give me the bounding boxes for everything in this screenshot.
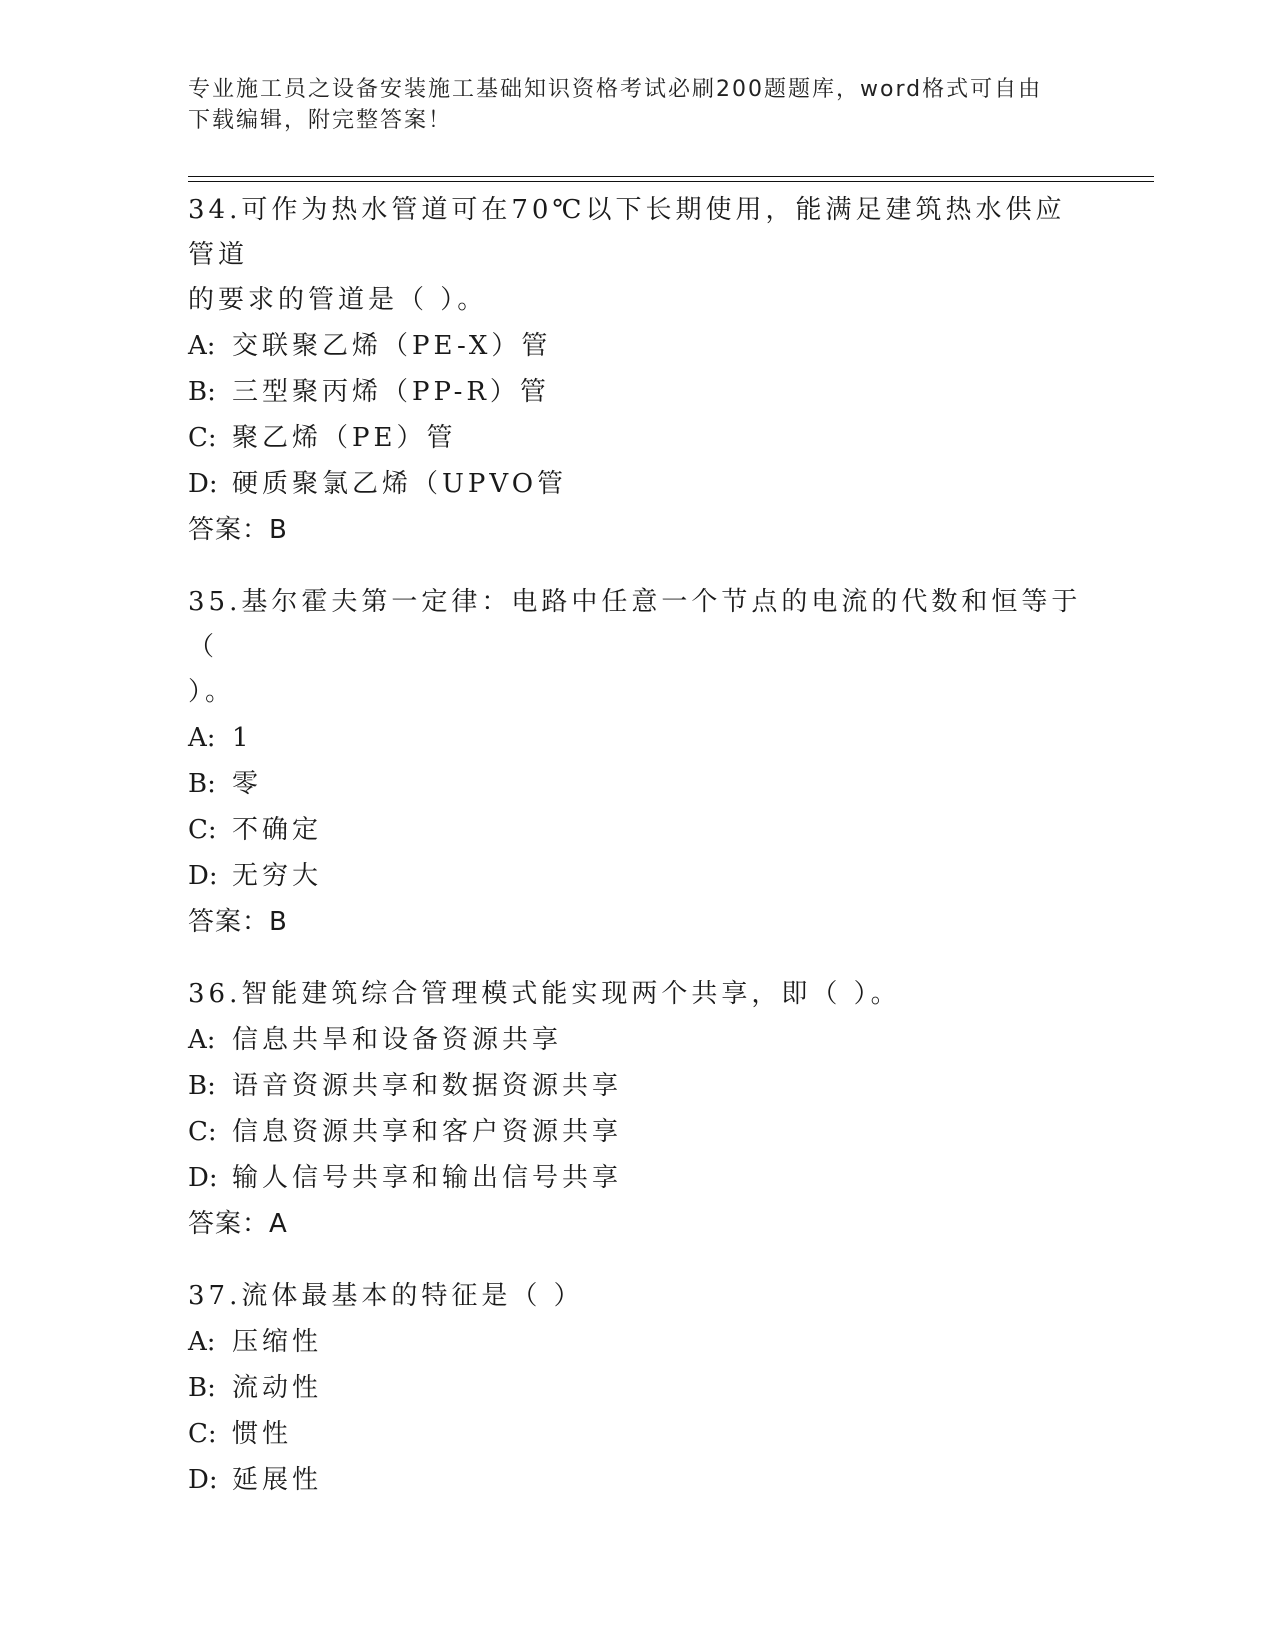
option-text: 交联聚乙烯（PE-X）管 [232,331,552,361]
question-text-line: 的要求的管道是（ ）。 [188,285,488,315]
option-a [188,715,1088,761]
question-36 [188,972,1088,1247]
question-list [188,188,1088,1530]
answer: 答案：A [188,1209,288,1239]
option-d [188,1457,1088,1503]
option-text: 信息资源共享和客户资源共享 [232,1117,623,1147]
document-header [188,74,1068,136]
option-text: 压缩性 [232,1327,323,1357]
option-d [188,1155,1088,1201]
option-a [188,1017,1088,1063]
option-text: 输人信号共享和输出信号共享 [232,1163,623,1193]
option-letter: D: [188,1465,218,1495]
option-letter: C: [188,1419,217,1449]
question-text-line: 37.流体最基本的特征是（ ） [188,1281,584,1311]
option-text: 1 [232,723,253,753]
option-b [188,761,1088,807]
option-a [188,323,1088,369]
option-letter: B: [188,377,216,407]
option-letter: A: [188,331,216,361]
option-text: 三型聚丙烯（PP-R）管 [232,377,550,407]
question-text [188,580,1088,715]
question-text-line: ）。 [188,677,236,707]
option-letter: B: [188,769,216,799]
option-c [188,807,1088,853]
option-letter: D: [188,469,218,499]
option-d [188,853,1088,899]
option-letter: A: [188,1327,216,1357]
question-text [188,1274,1088,1319]
option-letter: A: [188,1025,216,1055]
option-letter: A: [188,723,216,753]
option-text: 语音资源共享和数据资源共享 [232,1071,623,1101]
option-c [188,415,1088,461]
option-letter: C: [188,1117,217,1147]
option-text: 延展性 [232,1465,323,1495]
question-35 [188,580,1088,945]
answer: 答案：B [188,907,288,937]
question-37 [188,1274,1088,1503]
header-line-1: 专业施工员之设备安装施工基础知识资格考试必刷200题题库，word格式可自由 [188,77,1043,102]
option-b [188,1365,1088,1411]
question-text-line: 36.智能建筑综合管理模式能实现两个共享，即（ ）。 [188,979,901,1009]
option-text: 硬质聚氯乙烯（UPVO管 [232,469,568,499]
option-d [188,461,1088,507]
option-text: 零 [232,769,263,799]
option-b [188,369,1088,415]
header-divider-top [188,176,1154,177]
question-text-line: 35.基尔霍夫第一定律：电路中任意一个节点的电流的代数和恒等于（ [188,587,1082,662]
question-text [188,188,1088,323]
option-b [188,1063,1088,1109]
question-text-line: 34.可作为热水管道可在70℃以下长期使用，能满足建筑热水供应管道 [188,195,1066,270]
option-letter: B: [188,1373,216,1403]
option-c [188,1411,1088,1457]
option-letter: C: [188,423,217,453]
question-34 [188,188,1088,553]
header-divider-bottom [188,181,1154,182]
option-text: 聚乙烯（PE）管 [232,423,457,453]
option-letter: D: [188,861,218,891]
option-letter: C: [188,815,217,845]
option-a [188,1319,1088,1365]
header-line-2: 下载编辑，附完整答案！ [188,108,453,133]
option-letter: D: [188,1163,218,1193]
question-text [188,972,1088,1017]
answer: 答案：B [188,515,288,545]
option-letter: B: [188,1071,216,1101]
option-text: 惯性 [232,1419,293,1449]
option-text: 不确定 [232,815,323,845]
option-text: 流动性 [232,1373,323,1403]
option-text: 信息共旱和设备资源共享 [232,1025,563,1055]
option-c [188,1109,1088,1155]
option-text: 无穷大 [232,861,323,891]
